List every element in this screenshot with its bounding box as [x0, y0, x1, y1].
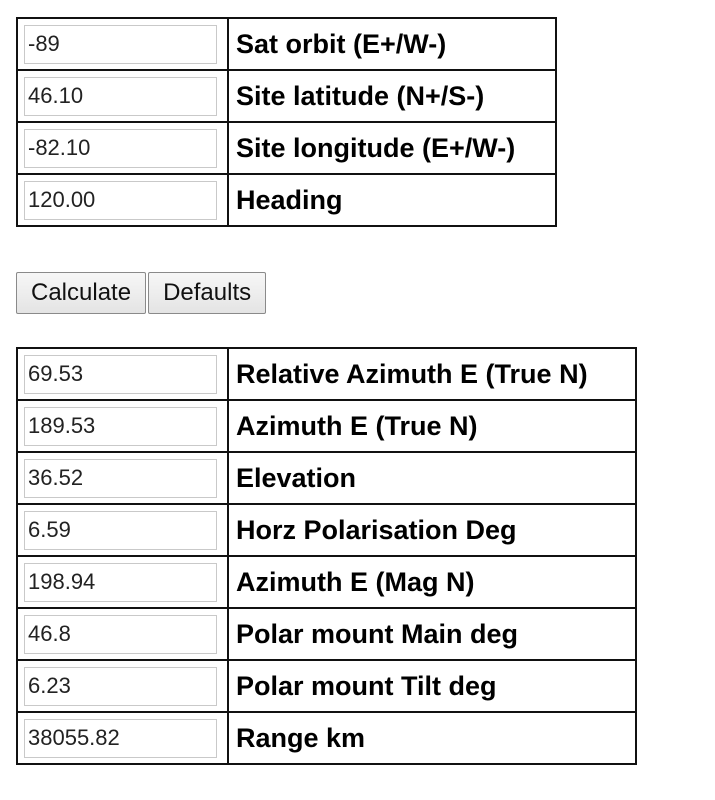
elevation-label: Elevation	[228, 452, 636, 504]
horz-polarisation-row	[17, 504, 636, 556]
horz-polarisation-label: Horz Polarisation Deg	[228, 504, 636, 556]
sat-orbit-input[interactable]	[24, 25, 217, 64]
polar-main-output[interactable]	[24, 615, 217, 654]
site-longitude-row	[17, 122, 556, 174]
azimuth-mag-output[interactable]	[24, 563, 217, 602]
azimuth-true-label: Azimuth E (True N)	[228, 400, 636, 452]
range-label: Range km	[228, 712, 636, 764]
azimuth-true-output[interactable]	[24, 407, 217, 446]
polar-tilt-row	[17, 660, 636, 712]
site-latitude-input[interactable]	[24, 77, 217, 116]
sat-orbit-row	[17, 18, 556, 70]
button-row	[16, 272, 268, 314]
azimuth-true-row	[17, 400, 636, 452]
polar-tilt-output[interactable]	[24, 667, 217, 706]
azimuth-mag-label: Azimuth E (Mag N)	[228, 556, 636, 608]
relative-azimuth-row	[17, 348, 636, 400]
heading-input[interactable]	[24, 181, 217, 220]
heading-row	[17, 174, 556, 226]
polar-main-row	[17, 608, 636, 660]
heading-label: Heading	[228, 174, 556, 226]
polar-main-label: Polar mount Main deg	[228, 608, 636, 660]
azimuth-mag-row	[17, 556, 636, 608]
polar-tilt-label: Polar mount Tilt deg	[228, 660, 636, 712]
calculate-button[interactable]: Calculate	[16, 272, 146, 314]
relative-azimuth-label: Relative Azimuth E (True N)	[228, 348, 636, 400]
elevation-output[interactable]	[24, 459, 217, 498]
output-table	[16, 347, 637, 765]
range-output[interactable]	[24, 719, 217, 758]
site-latitude-label: Site latitude (N+/S-)	[228, 70, 556, 122]
site-latitude-row	[17, 70, 556, 122]
sat-orbit-label: Sat orbit (E+/W-)	[228, 18, 556, 70]
defaults-button[interactable]: Defaults	[148, 272, 266, 314]
horz-polarisation-output[interactable]	[24, 511, 217, 550]
site-longitude-label: Site longitude (E+/W-)	[228, 122, 556, 174]
relative-azimuth-output[interactable]	[24, 355, 217, 394]
input-table	[16, 17, 557, 227]
site-longitude-input[interactable]	[24, 129, 217, 168]
elevation-row	[17, 452, 636, 504]
range-row	[17, 712, 636, 764]
